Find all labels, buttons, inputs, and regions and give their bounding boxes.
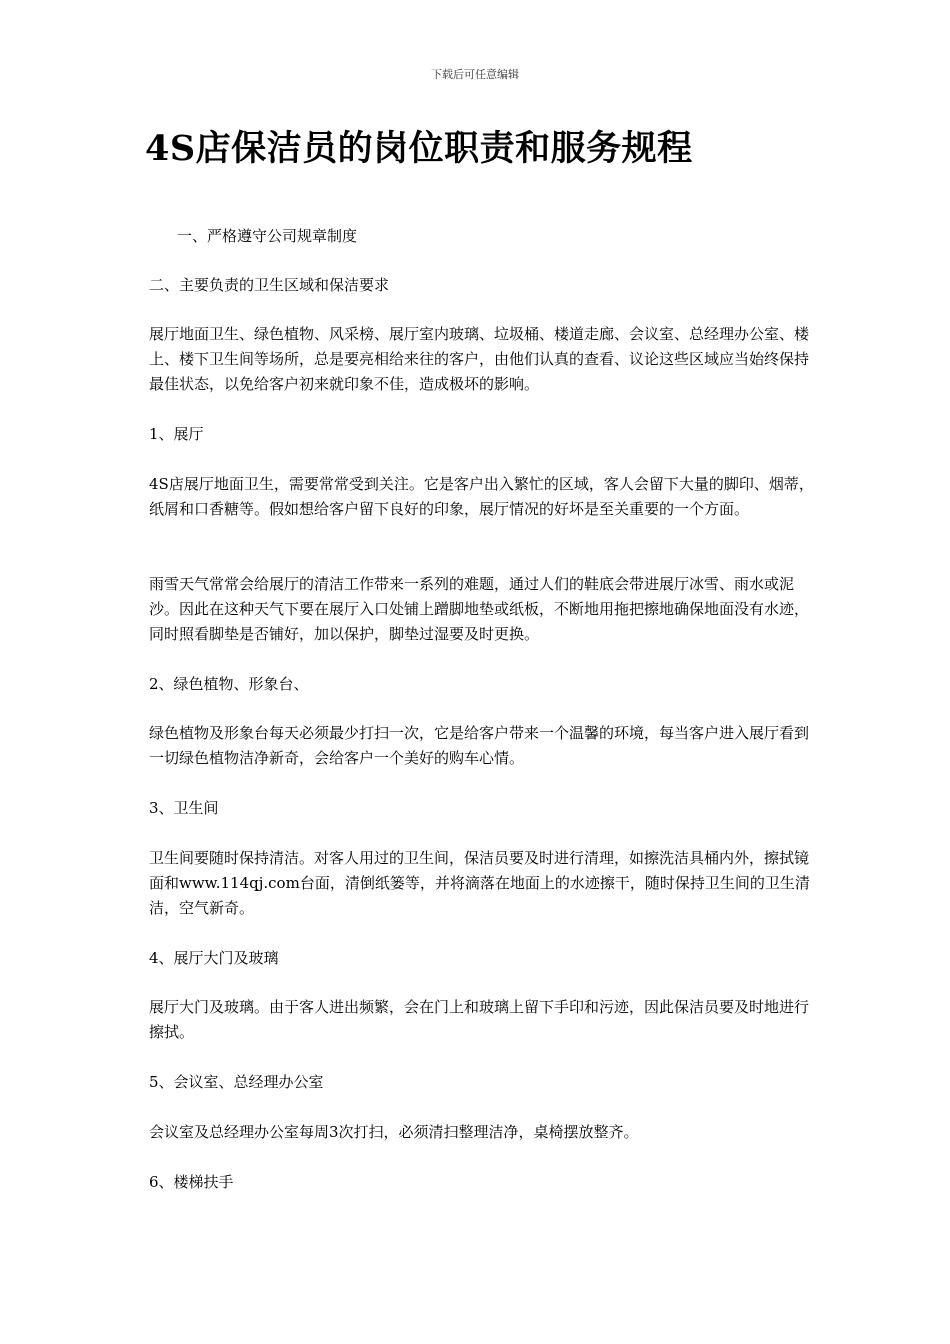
paragraph-doors-glass: 展厅大门及玻璃。由于客人进出频繁，会在门上和玻璃上留下手印和污迹，因此保洁员要及时地进行擦拭。 xyxy=(149,998,810,1041)
paragraph-showroom-floor: 4S店展厅地面卫生，需要常常受到关注。它是客户出入繁忙的区域，客人会留下大量的脚印、烟蒂，纸屑和口香糖等。假如想给客户留下良好的印象，展厅情况的好坏是至关重要的一个方面。 xyxy=(149,475,814,518)
paragraph-weather: 雨雪天气常常会给展厅的清洁工作带来一系列的难题，通过人们的鞋底会带进展厅冰雪、雨水或泥沙。因此在这种天气下要在展厅入口处铺上蹭脚地垫或纸板，不断地用拖把擦地确保地面没有水迹，同时照看脚垫是否铺好，加以保护，脚垫过湿要及时更换。 xyxy=(149,575,810,643)
subheading-6: 6、楼梯扶手 xyxy=(149,1173,234,1191)
subheading-1: 1、展厅 xyxy=(149,425,204,443)
paragraph-plants: 绿色植物及形象台每天必须最少打扫一次，它是给客户带来一个温馨的环境，每当客户进入展厅看到一切绿色植物洁净新奇，会给客户一个美好的购车心情。 xyxy=(149,724,810,767)
subheading-3: 3、卫生间 xyxy=(149,799,219,817)
page-title: 4S店保洁员的岗位职责和服务规程 xyxy=(145,128,693,169)
section-heading-1: 一、严格遵守公司规章制度 xyxy=(177,227,358,245)
subheading-4: 4、展厅大门及玻璃 xyxy=(149,949,279,967)
section-heading-2: 二、主要负责的卫生区域和保洁要求 xyxy=(149,276,390,294)
paragraph-restroom: 卫生间要随时保持清洁。对客人用过的卫生间，保洁员要及时进行清理，如擦洗洁具桶内外，擦拭镜面和www.114qj.com台面，清倒纸篓等，并将滴落在地面上的水迹擦干，随时保持卫生间的卫生清洁，空气新奇。 xyxy=(149,849,810,917)
subheading-5: 5、会议室、总经理办公室 xyxy=(149,1073,324,1091)
subheading-2: 2、绿色植物、形象台、 xyxy=(149,675,309,693)
paragraph-meeting-rooms: 会议室及总经理办公室每周3次打扫，必须清扫整理洁净，桌椅摆放整齐。 xyxy=(149,1123,639,1141)
paragraph-overview: 展厅地面卫生、绿色植物、风采榜、展厅室内玻璃、垃圾桶、楼道走廊、会议室、总经理办公室、楼上、楼下卫生间等场所，总是要亮相给来往的客户，由他们认真的查看、议论这些区域应当始终保持最佳状态，以免给客户初来就印象不佳，造成极坏的影响。 xyxy=(149,325,810,393)
header-note: 下载后可任意编辑 xyxy=(431,68,519,81)
